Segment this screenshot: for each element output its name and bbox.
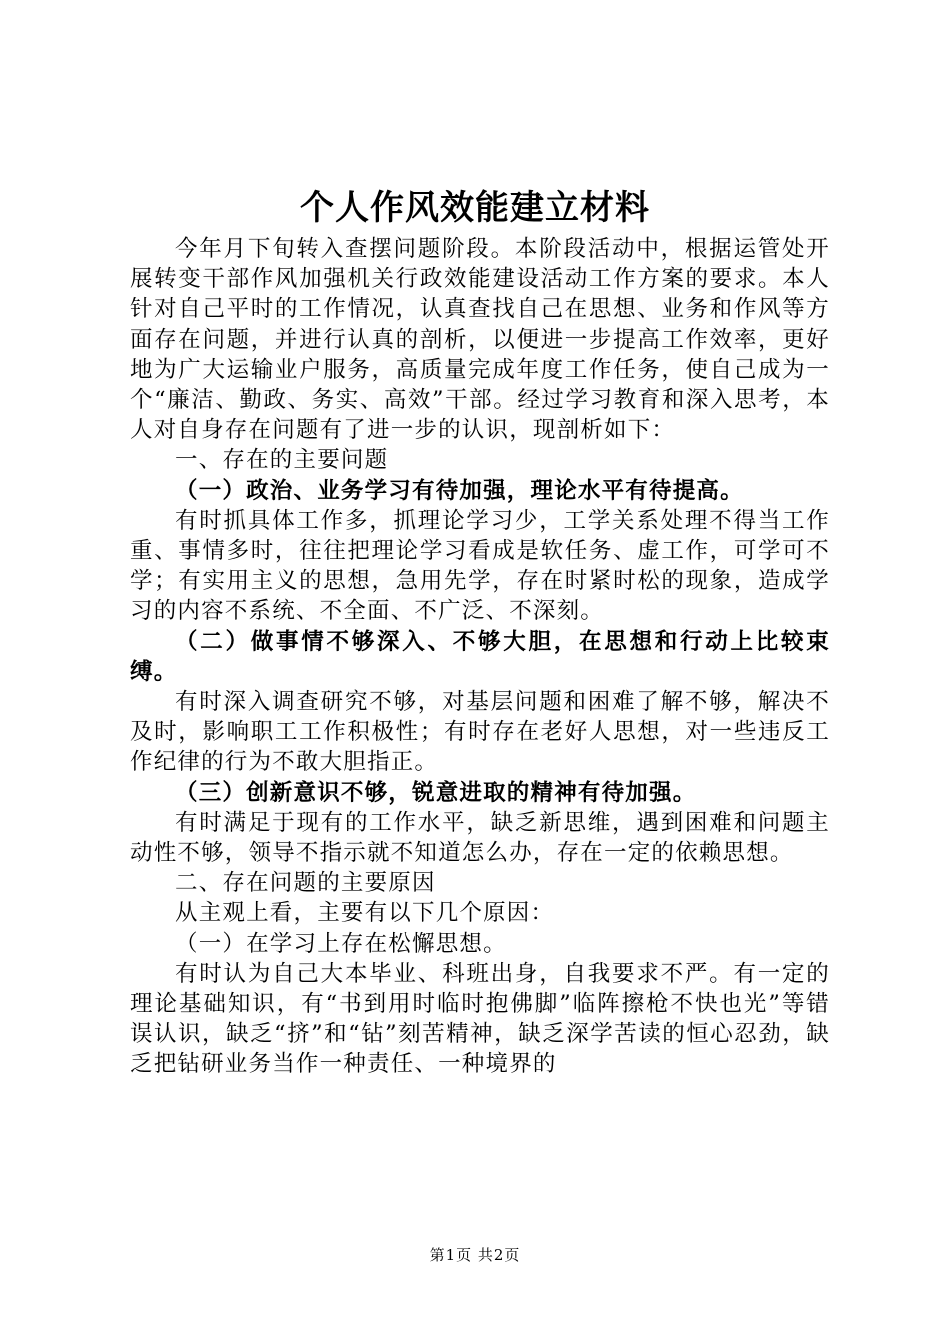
document-body [130, 234, 830, 1080]
subsection-heading-1-3: （三）创新意识不够，锐意进取的精神有待加强。 [175, 779, 697, 806]
paragraph-1-2: 有时深入调查研究不够，对基层问题和困难了解不够，解决不及时，影响职工工作积极性；有时存在老好人思想，对一些违反工作纪律的行为不敢大胆指正。 [130, 689, 830, 776]
paragraph-1-1: 有时抓具体工作多，抓理论学习少，工学关系处理不得当工作重、事情多时，往往把理论学习看成是软任务、虚工作，可学可不学；有实用主义的思想，急用先学，存在时紧时松的现象，造成学习的内容不系统、不全面、不广泛、不深刻。 [130, 507, 830, 625]
section-heading-2: 二、存在问题的主要原因 [175, 870, 436, 897]
subsection-heading-2-1: （一）在学习上存在松懈思想。 [175, 930, 507, 957]
intro-paragraph: 今年月下旬转入查摆问题阶段。本阶段活动中，根据运管处开展转变干部作风加强机关行政效能建设活动工作方案的要求。本人针对自己平时的工作情况，认真查找自己在思想、业务和作风等方面存在问题，并进行认真的剖析，以便进一步提高工作效率，更好地为广大运输业户服务，高质量完成年度工作任务，使自己成为一个“廉洁、勤政、务实、高效”干部。经过学习教育和深入思考，本人对自身存在问题有了进一步的认识，现剖析如下： [130, 236, 830, 444]
paragraph-1-3: 有时满足于现有的工作水平，缺乏新思维，遇到困难和问题主动性不够，领导不指示就不知道怎么办，存在一定的依赖思想。 [130, 809, 830, 867]
subsection-heading-1-2: （二）做事情不够深入、不够大胆，在思想和行动上比较束缚。 [130, 628, 830, 685]
paragraph-2-intro: 从主观上看，主要有以下几个原因： [175, 900, 555, 927]
page-title: 个人作风效能建立材料 [300, 188, 650, 228]
page-footer: 第1页 共2页 [429, 1246, 521, 1264]
section-heading-1: 一、存在的主要问题 [175, 447, 389, 474]
paragraph-2-1: 有时认为自己大本毕业、科班出身，自我要求不严。有一定的理论基础知识，有“书到用时临时抱佛脚”临阵擦枪不快也光”等错误认识，缺乏“挤”和“钻”刻苦精神，缺乏深学苦读的恒心忍劲，缺乏把钻研业务当作一种责任、一种境界的 [130, 960, 830, 1078]
subsection-heading-1-1: （一）政治、业务学习有待加强，理论水平有待提高。 [175, 477, 744, 504]
